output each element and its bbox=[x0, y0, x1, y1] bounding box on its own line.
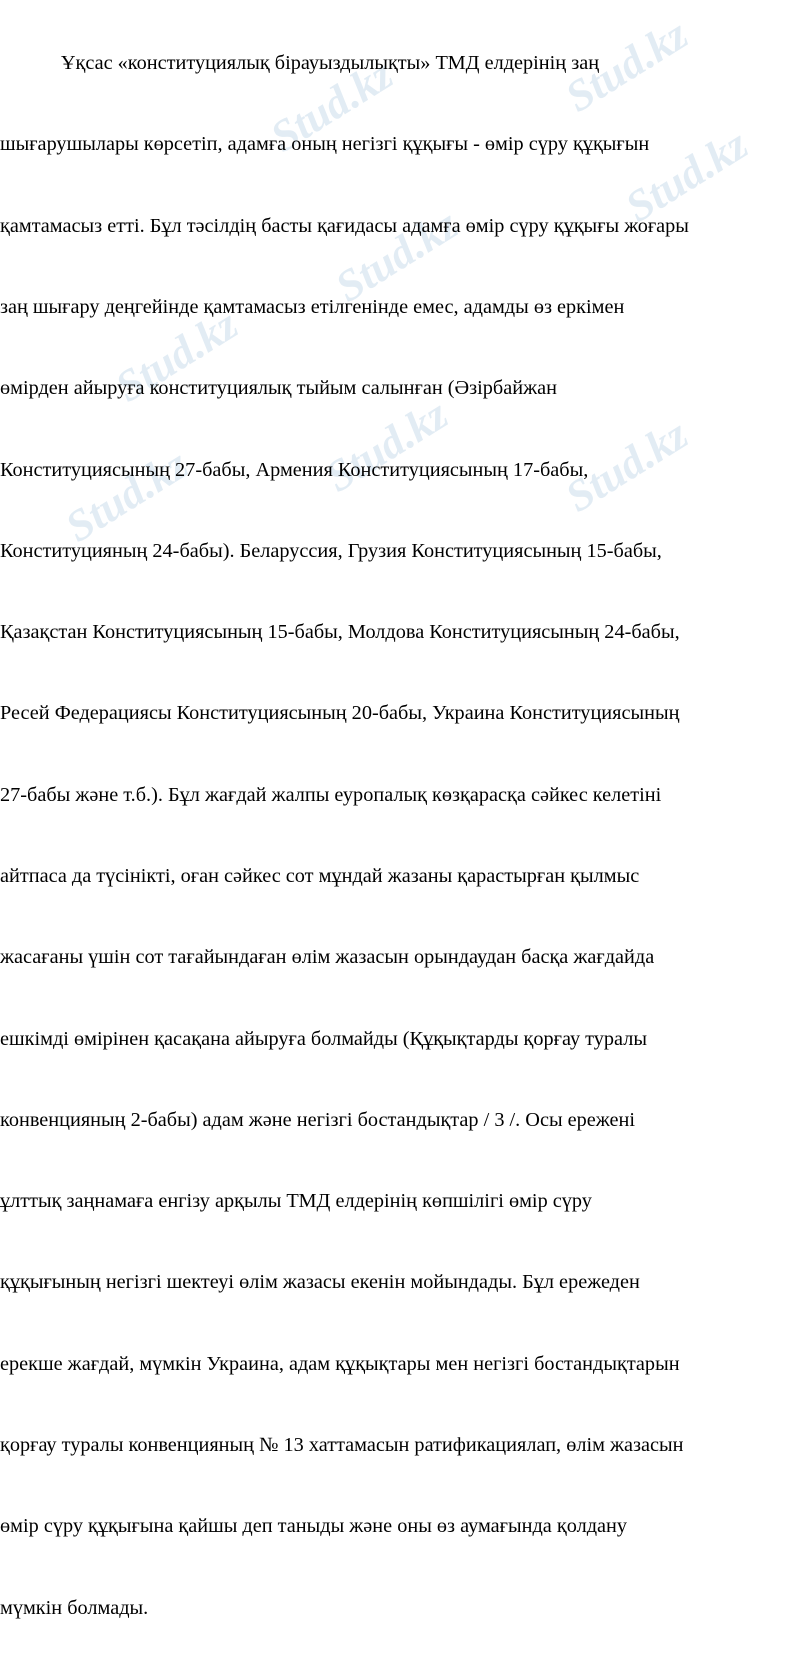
watermark: Stud.kz bbox=[107, 299, 247, 412]
paragraph-line: жасағаны үшін сот тағайындаған өлім жазасын орындаудан басқа жағдайда bbox=[0, 946, 655, 969]
paragraph-line: қорғау туралы конвенцияның № 13 хаттамасын ратификациялап, өлім жазасын bbox=[0, 1433, 684, 1456]
watermark: Stud.kz bbox=[617, 119, 757, 232]
paragraph-line: конвенцияның 2-бабы) адам және негізгі бостандықтар / 3 /. Осы ережені bbox=[0, 1108, 636, 1131]
paragraph-line: Ресей Федерациясы Конституциясының 20-бабы, Украина Конституциясының bbox=[0, 702, 680, 725]
paragraph-line: қамтамасыз етті. Бұл тәсілдің басты қағидасы адамға өмір сүру құқығы жоғары bbox=[0, 214, 689, 237]
paragraph-line: шығарушылары көрсетіп, адамға оның негізгі құқығы - өмір сүру құқығын bbox=[0, 133, 650, 156]
paragraph-line: Қазақстан Конституциясының 15-бабы, Молдова Конституциясының 24-бабы, bbox=[0, 621, 680, 644]
watermark: Stud.kz bbox=[557, 9, 697, 122]
watermark: Stud.kz bbox=[327, 199, 467, 312]
paragraph-line: өмір сүру құқығына қайшы деп таныды және оны өз аумағында қолдану bbox=[0, 1515, 628, 1538]
paragraph-line: 27-бабы және т.б.). Бұл жағдай жалпы еуропалық көзқарасқа сәйкес келетіні bbox=[0, 783, 662, 806]
paragraph-line: ұлттық заңнамаға енгізу арқылы ТМД елдерінің көпшілігі өмір сүру bbox=[0, 1190, 592, 1213]
paragraph-line: құқығының негізгі шектеуі өлім жазасы екенін мойындады. Бұл ережеден bbox=[0, 1271, 640, 1294]
paragraph-line: ерекше жағдай, мүмкін Украина, адам құқықтары мен негізгі бостандықтарын bbox=[0, 1352, 680, 1375]
paragraph-line: айтпаса да түсінікті, оған сәйкес сот мұндай жазаны қарастырған қылмыс bbox=[0, 865, 640, 887]
watermark: Stud.kz bbox=[317, 389, 457, 502]
watermark: Stud.kz bbox=[557, 409, 697, 522]
paragraph-line: Конституциясының 27-бабы, Армения Конституциясының 17-бабы, bbox=[0, 458, 589, 481]
paragraph-line: өмірден айыруға конституциялық тыйым салынған (Әзірбайжан bbox=[0, 377, 557, 400]
paragraph-line: мүмкін болмады. bbox=[0, 1596, 149, 1619]
paragraph-line: заң шығару деңгейінде қамтамасыз етілгенінде емес, адамды өз еркімен bbox=[0, 296, 625, 319]
watermark: Stud.kz bbox=[262, 49, 402, 162]
paragraph-line: Конституцияның 24-бабы). Беларуссия, Грузия Конституциясының 15-бабы, bbox=[0, 539, 662, 562]
watermark: Stud.kz bbox=[57, 439, 197, 552]
paragraph-line: ешкімді өмірінен қасақана айыруға болмайды (Құқықтарды қорғау туралы bbox=[0, 1027, 647, 1050]
paragraph-line: Ұқсас «конституциялық бірауыздылықты» ТМД елдерінің заң bbox=[0, 52, 600, 75]
